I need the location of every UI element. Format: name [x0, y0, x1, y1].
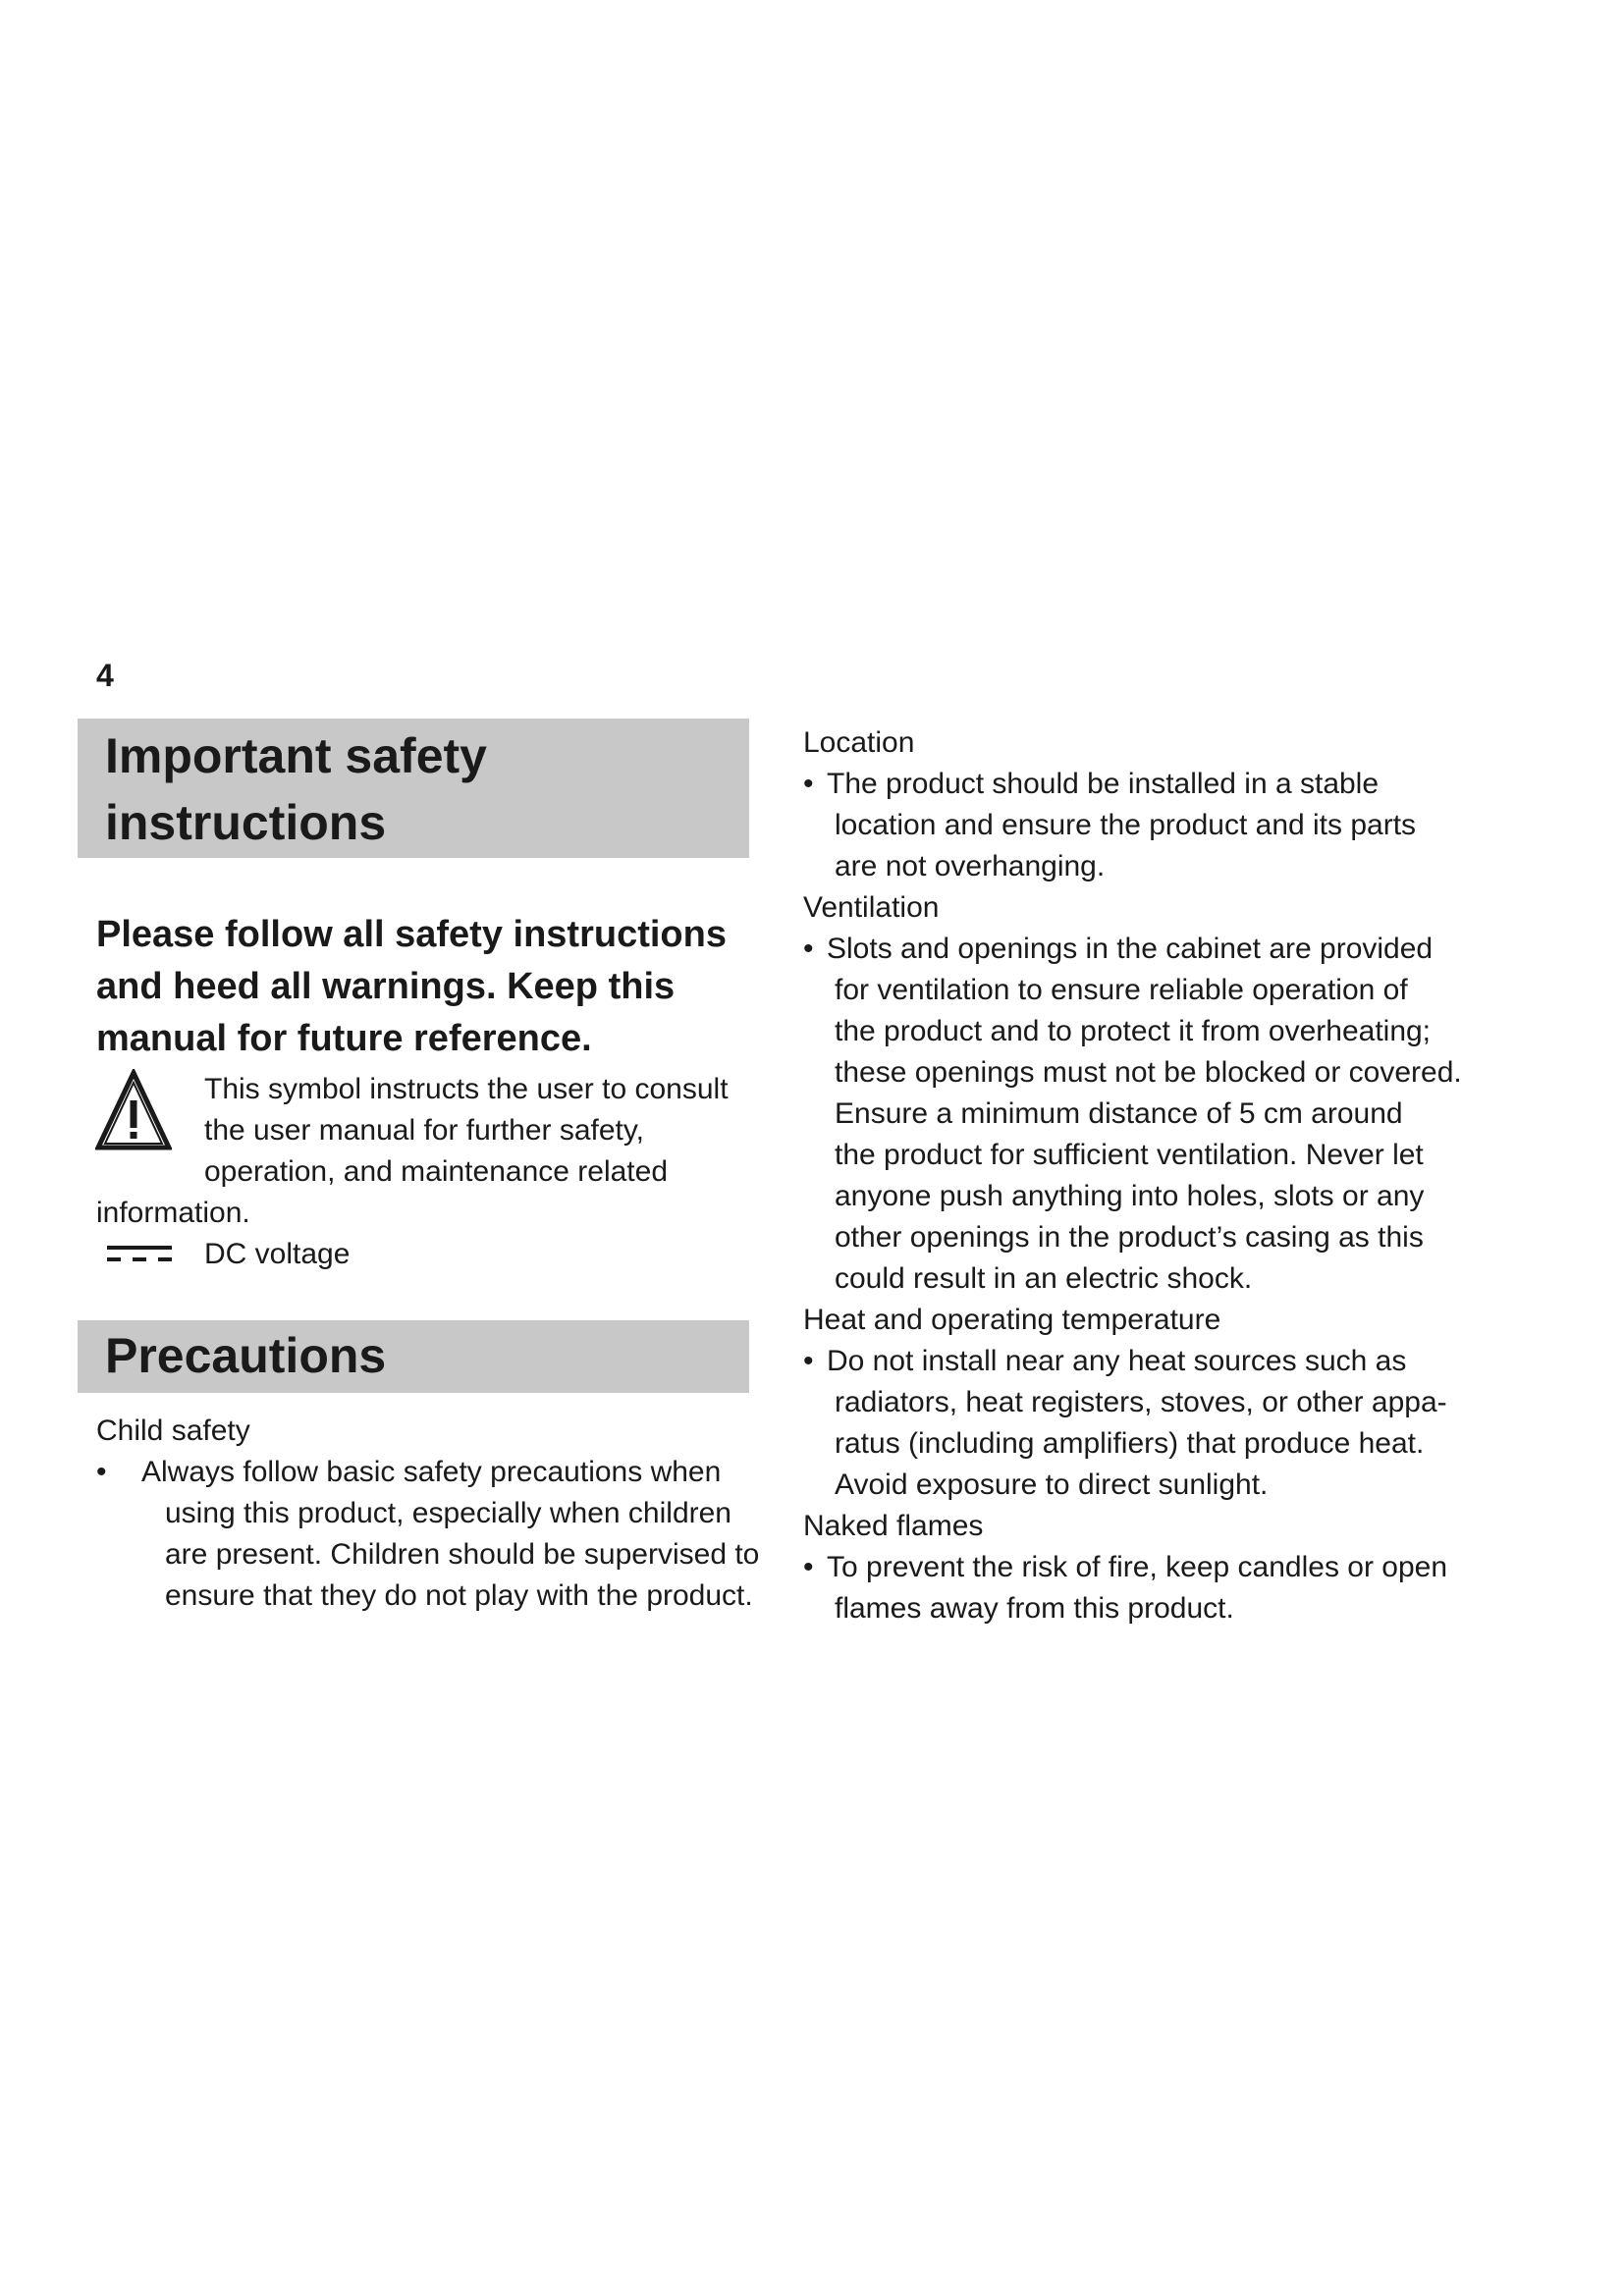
child-safety-bullet — [96, 1452, 760, 1617]
flames-bullet — [803, 1547, 1490, 1629]
safety-section-title — [105, 722, 722, 856]
right-column — [803, 722, 1490, 1629]
heat-line-2: radiators, heat registers, stoves, or other appa- — [835, 1386, 1447, 1418]
warning-triangle-icon — [95, 1069, 172, 1153]
precautions-section-header — [78, 1320, 749, 1393]
page-number: 4 — [96, 658, 114, 693]
heat-line-1: Do not install near any heat sources such as — [827, 1345, 1407, 1377]
symbol-line-2: the user manual for further safety, — [204, 1114, 644, 1147]
ventilation-line-5: Ensure a minimum distance of 5 cm around — [835, 1097, 1403, 1130]
location-line-1: The product should be installed in a stable — [827, 768, 1380, 800]
bullet-dot: • — [803, 768, 814, 800]
child-safety-heading: Child safety — [96, 1415, 250, 1447]
location-line-3: are not overhanging. — [835, 850, 1106, 882]
ventilation-line-3: the product and to protect it from overheating; — [835, 1015, 1432, 1047]
safety-lead-paragraph — [78, 909, 749, 1065]
ventilation-line-1: Slots and openings in the cabinet are provided — [827, 933, 1434, 965]
location-bullet — [803, 764, 1490, 887]
safety-title-line-2: instructions — [105, 795, 387, 850]
child-safety-line-4: ensure that they do not play with the product. — [165, 1579, 753, 1612]
location-heading: Location — [803, 726, 915, 759]
bullet-dot: • — [803, 1345, 814, 1377]
location-line-2: location and ensure the product and its parts — [835, 809, 1417, 841]
heat-heading: Heat and operating temperature — [803, 1304, 1221, 1336]
ventilation-bullet — [803, 929, 1490, 1300]
lead-line-2: and heed all warnings. Keep this — [96, 966, 676, 1007]
ventilation-line-2: for ventilation to ensure reliable operation of — [835, 974, 1408, 1006]
safety-title-line-1: Important safety — [105, 728, 487, 783]
symbol-line-3: operation, and maintenance related — [204, 1155, 669, 1188]
ventilation-line-6: the product for sufficient ventilation. Never let — [835, 1139, 1424, 1171]
precautions-section-title: Precautions — [105, 1328, 387, 1383]
child-safety-line-1: Always follow basic safety precautions when — [141, 1456, 722, 1488]
flames-line-2: flames away from this product. — [835, 1592, 1234, 1625]
lead-line-1: Please follow all safety instructions — [96, 914, 727, 955]
dc-voltage-legend — [78, 1234, 749, 1275]
bullet-dot: • — [803, 1551, 814, 1583]
ventilation-line-9: could result in an electric shock. — [835, 1262, 1253, 1295]
heat-bullet — [803, 1341, 1490, 1506]
symbol-line-4: information. — [96, 1197, 250, 1229]
ventilation-line-7: anyone push anything into holes, slots or any — [835, 1180, 1425, 1212]
left-column — [78, 719, 760, 1617]
safety-section-header — [78, 719, 749, 858]
dc-voltage-label: DC voltage — [204, 1238, 351, 1270]
ventilation-heading: Ventilation — [803, 891, 940, 924]
dc-voltage-icon — [107, 1240, 172, 1269]
heat-line-4: Avoid exposure to direct sunlight. — [835, 1468, 1269, 1501]
bullet-dot: • — [803, 933, 814, 965]
child-safety-line-2: using this product, especially when children — [165, 1497, 731, 1529]
child-safety-line-3: are present. Children should be supervised to — [165, 1538, 760, 1571]
heat-line-3: ratus (including amplifiers) that produce heat. — [835, 1427, 1425, 1460]
flames-heading: Naked flames — [803, 1510, 984, 1542]
flames-line-1: To prevent the risk of fire, keep candles or open — [827, 1551, 1448, 1583]
lead-line-3: manual for future reference. — [96, 1018, 592, 1059]
ventilation-line-8: other openings in the product’s casing as this — [835, 1221, 1424, 1254]
symbol-line-1: This symbol instructs the user to consult — [204, 1073, 729, 1105]
bullet-dot: • — [96, 1456, 107, 1488]
ventilation-line-4: these openings must not be blocked or covered. — [835, 1056, 1462, 1089]
warning-symbol-explanation — [78, 1069, 749, 1234]
